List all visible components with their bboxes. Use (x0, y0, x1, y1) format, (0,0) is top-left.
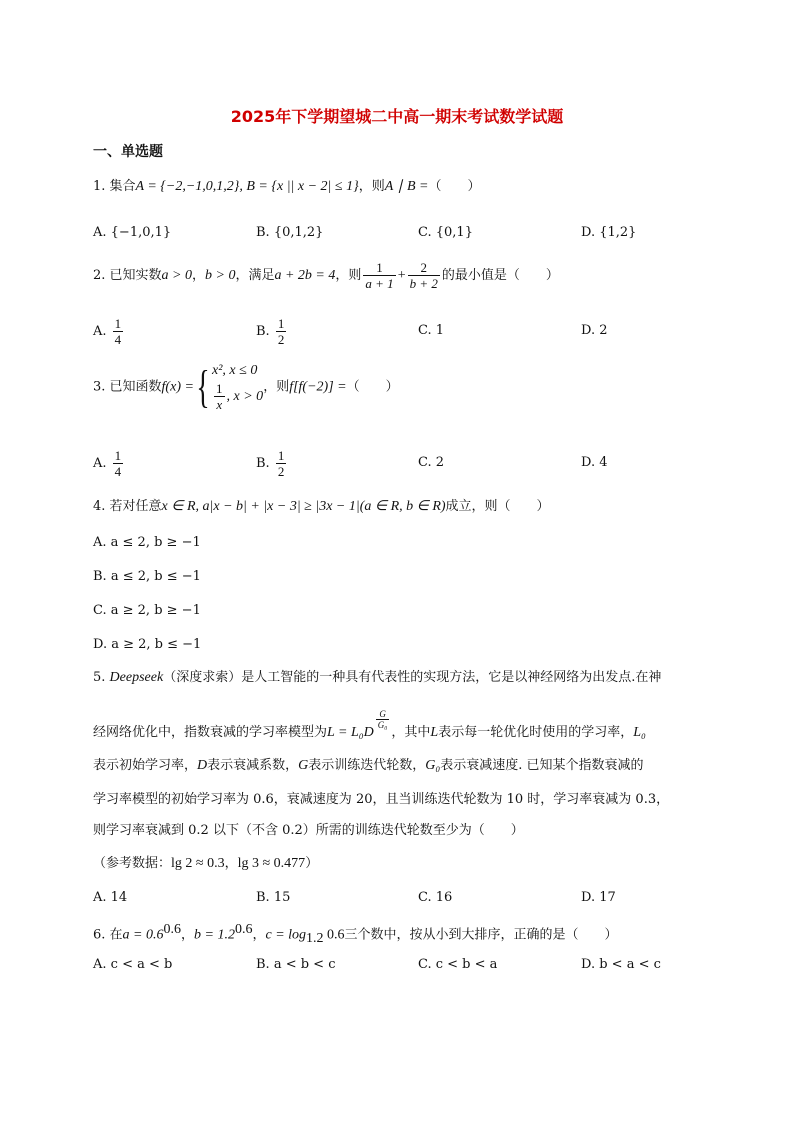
question-5-line-4: 学习率模型的初始学习率为 0.6，衰减速度为 20，且当训练迭代轮数为 10 时，学习率衰减为 0.3， (93, 792, 670, 807)
q2-plus: + (397, 268, 406, 283)
section-heading: 一、单选题 (93, 144, 163, 160)
q6-a-exponent: 0.6 (163, 922, 181, 937)
q3-option-a-den: 4 (114, 464, 122, 479)
q5-line3d: 表示衰减速度. 已知某个指数衰减的 (440, 758, 644, 773)
q2-prefix: 2. 已知实数 (93, 268, 162, 283)
q3-ask: f[f(−2)] = (289, 379, 347, 395)
q3-prefix: 3. 已知函数 (93, 379, 162, 395)
q3-option-b-fraction (276, 448, 287, 479)
q2-f1-numerator: 1 (363, 260, 395, 276)
q6-option-c: C. c < b < a (418, 957, 498, 972)
q6-suffix: 三个数中，按从小到大排序，正确的是（ ） (344, 927, 618, 943)
q6-b-exponent: 0.6 (234, 922, 253, 937)
q1-sets: A = {−2,−1,0,1,2}, B = {x || x − 2| ≤ 1} (135, 179, 359, 194)
q3-option-b-label: B. (256, 456, 270, 471)
q1-mid: ，则 (358, 179, 385, 194)
q5-ref-1: lg 2 ≈ 0.3 (171, 856, 225, 871)
q6-c-arg: 0.6 (323, 927, 345, 943)
q5-line2b: ，其中 (391, 725, 431, 740)
q1-ask: A ∣ B = (384, 179, 429, 194)
q5-line3b: 表示衰减系数， (207, 758, 299, 773)
q1-prefix: 1. 集合 (93, 179, 136, 194)
q5-formula-base: L = L₀D (327, 725, 374, 740)
exam-title: 2025年下学期望城二中高一期末考试数学试题 (230, 107, 564, 126)
q3-option-d: D. 4 (581, 455, 608, 470)
q6-c: c = log (265, 927, 307, 943)
q2-mid: ，满足 (235, 268, 275, 283)
q5-option-d: D. 17 (581, 890, 616, 905)
question-3 (93, 362, 399, 412)
q3-left-brace: { (196, 360, 210, 412)
q3-option-b-den: 2 (277, 464, 285, 479)
q5-line2a: 经网络优化中，指数衰减的学习率模型为 (93, 725, 328, 740)
q5-option-a: A. 14 (93, 890, 128, 905)
q5-number: 5. (93, 670, 106, 685)
q6-sep-1: ， (181, 927, 195, 943)
q5-option-b: B. 15 (256, 890, 291, 905)
q5-exp-num: G (376, 709, 390, 720)
q4-option-c: C. a ≥ 2, b ≥ −1 (93, 603, 201, 618)
q2-cond2: b > 0 (205, 268, 236, 283)
q3-option-a (93, 448, 125, 479)
q5-exp-den: G₀ (377, 720, 388, 730)
q2-f1-denominator: a + 1 (365, 276, 394, 291)
q6-b: b = 1.2 (194, 927, 235, 943)
q3-option-a-fraction (113, 448, 124, 479)
q6-sep-2: ， (252, 927, 266, 943)
q3-case-1: x², x ≤ 0 (212, 363, 258, 378)
q4-option-b: B. a ≤ 2, b ≤ −1 (93, 569, 201, 584)
question-5-reference (93, 857, 318, 871)
q2-f2-numerator: 2 (408, 260, 440, 276)
q6-option-b: B. a < b < c (256, 957, 336, 972)
question-4 (93, 500, 550, 514)
question-1 (93, 180, 481, 194)
q6-option-a: A. c < a < b (93, 957, 173, 972)
q6-a: a = 0.6 (122, 927, 164, 943)
question-5-line-1 (93, 671, 661, 685)
q4-prefix: 4. 若对任意 (93, 499, 162, 514)
q1-paren: （ ） (428, 179, 481, 194)
q5-G-symbol: G (298, 758, 309, 773)
q2-f2-denominator: b + 2 (409, 276, 438, 291)
question-5-line-5: 则学习率衰减到 0.2 以下（不含 0.2）所需的训练迭代轮数至少为（ ） (93, 823, 524, 838)
q2-cond1: a > 0 (161, 268, 192, 283)
question-5-line-3 (93, 759, 644, 773)
q5-ref-sep: ， (224, 856, 238, 871)
q3-option-b (256, 448, 288, 479)
q2-fraction-2 (408, 260, 440, 291)
q3-mid: ，则 (263, 379, 290, 395)
q2-option-b-label: B. (256, 324, 270, 339)
q5-line1-text: （深度求索）是人工智能的一种具有代表性的实现方法，它是以神经网络为出发点.在神 (163, 670, 662, 685)
q6-c-log-base: 1.2 (306, 930, 324, 946)
q1-option-a: A. {−1,0,1} (93, 225, 172, 240)
q2-option-a-fraction (113, 316, 124, 347)
q2-option-d: D. 2 (581, 323, 608, 338)
q2-option-a-label: A. (93, 324, 107, 339)
q3-paren: （ ） (346, 379, 399, 395)
q5-formula-exponent (376, 709, 390, 730)
q5-ref-suffix: ） (305, 856, 319, 871)
question-2 (93, 260, 559, 291)
q2-option-b-den: 2 (277, 332, 285, 347)
q3-case2-num: 1 (216, 380, 223, 396)
q2-cond3: a + 2b = 4 (274, 268, 336, 283)
question-5-line-2 (93, 709, 646, 740)
q3-case-2 (212, 381, 263, 412)
q1-option-d: D. {1,2} (581, 225, 637, 240)
q3-piecewise (212, 362, 263, 412)
q2-suffix: 的最小值是（ ） (441, 268, 559, 283)
q5-G0-symbol: G₀ (425, 758, 441, 773)
q3-fx: f(x) = (161, 379, 194, 395)
q3-case2-den: x (216, 396, 223, 412)
q2-option-b (256, 316, 288, 347)
q4-suffix: 成立，则（ ） (445, 499, 550, 514)
q5-line3c: 表示训练迭代轮数， (308, 758, 426, 773)
q6-option-d: D. b < a < c (581, 957, 661, 972)
question-6 (93, 923, 618, 946)
q2-option-a (93, 316, 125, 347)
q5-brand: Deepseek (109, 670, 164, 685)
q5-line2c: 表示每一轮优化时使用的学习率， (438, 725, 634, 740)
q5-L0-symbol: L₀ (633, 725, 646, 740)
q1-option-b: B. {0,1,2} (256, 225, 324, 240)
q3-case2-cond: , x > 0 (226, 388, 264, 404)
q4-option-a: A. a ≤ 2, b ≥ −1 (93, 535, 201, 550)
q3-option-c: C. 2 (418, 455, 445, 470)
q3-option-a-num: 1 (114, 448, 122, 463)
q3-option-b-num: 1 (277, 448, 285, 463)
q2-option-b-num: 1 (277, 316, 285, 331)
q2-fraction-1 (363, 260, 395, 291)
q2-mid2: ，则 (335, 268, 362, 283)
q2-option-b-fraction (276, 316, 287, 347)
q5-L-symbol: L (430, 725, 439, 740)
q4-expr: x ∈ R, a|x − b| + |x − 3| ≥ |3x − 1|(a ∈ R, b ∈ R) (161, 499, 446, 514)
q5-option-c: C. 16 (418, 890, 453, 905)
q6-prefix: 6. 在 (93, 927, 123, 943)
q2-option-a-den: 4 (114, 332, 122, 347)
q3-option-a-label: A. (93, 456, 107, 471)
q5-ref-prefix: （参考数据： (93, 856, 172, 871)
q5-ref-2: lg 3 ≈ 0.477 (237, 856, 306, 871)
q1-option-c: C. {0,1} (418, 225, 473, 240)
q5-D-symbol: D (197, 758, 208, 773)
q2-option-c: C. 1 (418, 323, 445, 338)
q2-option-a-num: 1 (114, 316, 122, 331)
q2-sep: ， (192, 268, 206, 283)
q4-option-d: D. a ≥ 2, b ≤ −1 (93, 637, 202, 652)
q5-line3a: 表示初始学习率， (93, 758, 198, 773)
